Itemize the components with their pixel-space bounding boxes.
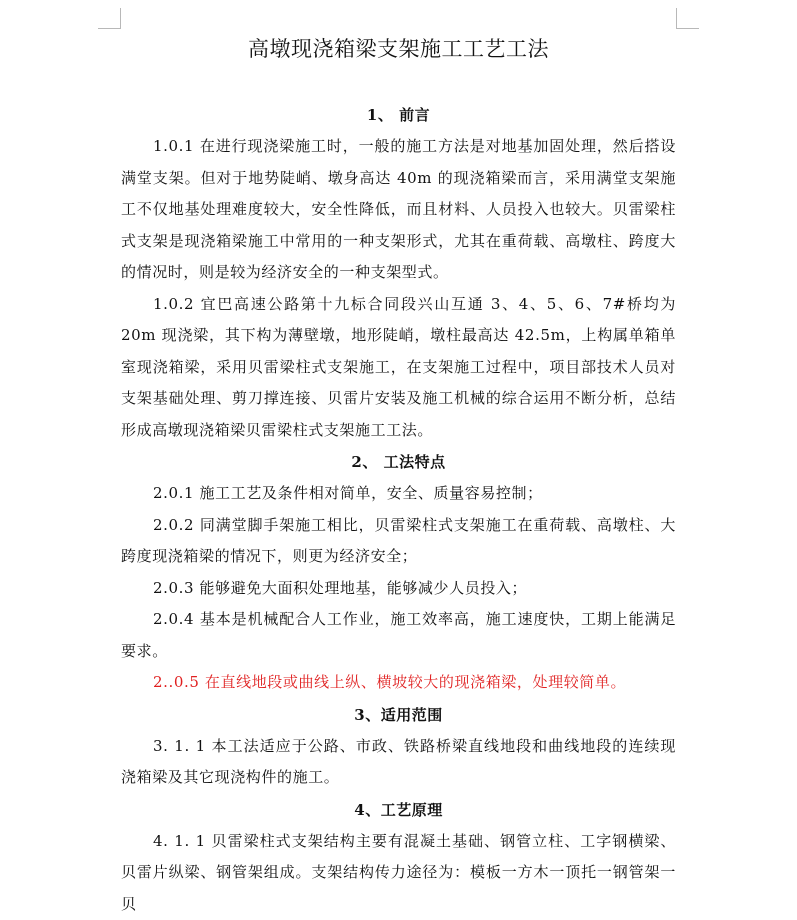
crop-mark-top-left xyxy=(98,8,121,29)
paragraph-4-1-1: 4. 1. 1 贝雷梁柱式支架结构主要有混凝土基础、钢管立柱、工字钢横梁、贝雷片纵梁、钢管架组成。支架结构传力途径为：模板一方木一顶托一钢管架一贝 xyxy=(121,826,676,920)
paragraph-2-0-3: 2.0.3 能够避免大面积处理地基，能够减少人员投入； xyxy=(121,573,676,605)
paragraph-2-0-5-highlighted: 2..0.5 在直线地段或曲线上纵、横坡较大的现浇箱梁，处理较简单。 xyxy=(121,667,676,699)
paragraph-2-0-2: 2.0.2 同满堂脚手架施工相比，贝雷梁柱式支架施工在重荷载、高墩柱、大跨度现浇箱梁的情况下，则更为经济安全； xyxy=(121,510,676,573)
document-title: 高墩现浇箱梁支架施工工艺工法 xyxy=(121,34,676,64)
section-heading-features: 2、 工法特点 xyxy=(121,452,676,472)
paragraph-2-0-1: 2.0.1 施工工艺及条件相对简单，安全、质量容易控制； xyxy=(121,478,676,510)
paragraph-2-0-4: 2.0.4 基本是机械配合人工作业，施工效率高，施工速度快，工期上能满足要求。 xyxy=(121,604,676,667)
paragraph-3-1-1: 3. 1. 1 本工法适应于公路、市政、铁路桥梁直线地段和曲线地段的连续现浇箱梁及其它现浇构件的施工。 xyxy=(121,731,676,794)
section-heading-scope: 3、适用范围 xyxy=(121,705,676,725)
paragraph-1-0-1: 1.0.1 在进行现浇梁施工时，一般的施工方法是对地基加固处理，然后搭设满堂支架。但对于地势陡峭、墩身高达 40m 的现浇箱梁而言，采用满堂支架施工不仅地基处理难度较大，安全性降低，而且材料、人员投入也较大。贝雷梁柱式支架是现浇箱梁施工中常用的一种支架形式，尤其在重荷载、高墩柱、跨度大的情况时，则是较为经济安全的一种支架型式。 xyxy=(121,131,676,289)
section-heading-intro: 1、 前言 xyxy=(121,105,676,125)
crop-mark-top-right xyxy=(676,8,699,29)
paragraph-1-0-2: 1.0.2 宜巴高速公路第十九标合同段兴山互通 3、4、5、6、7#桥均为 20m 现浇梁，其下构为薄壁墩，地形陡峭，墩柱最高达 42.5m，上构属单箱单室现浇箱梁，采用贝雷梁柱式支架施工，在支架施工过程中，项目部技术人员对支架基础处理、剪刀撑连接、贝雷片安装及施工机械的综合运用不断分析，总结形成高墩现浇箱梁贝雷梁柱式支架施工工法。 xyxy=(121,289,676,447)
document-body[interactable] xyxy=(121,30,676,920)
section-heading-principle: 4、工艺原理 xyxy=(121,800,676,820)
